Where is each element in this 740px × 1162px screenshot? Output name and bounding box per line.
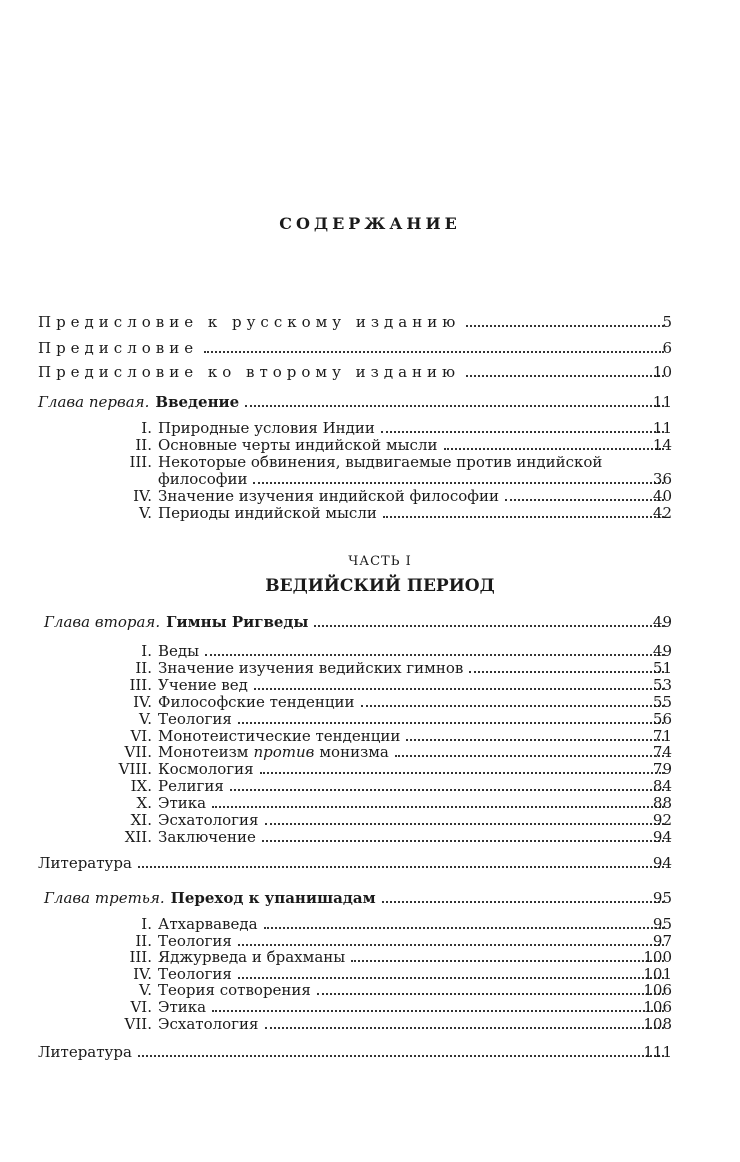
toc-entry xyxy=(118,488,672,505)
leader-dots xyxy=(351,960,664,962)
entry-page: 95 xyxy=(652,915,672,933)
entry-page: 56 xyxy=(652,709,672,728)
chapter-label: Глава вторая. xyxy=(44,613,161,631)
entry-page: 53 xyxy=(652,675,672,694)
entry-page: 36 xyxy=(652,470,672,488)
toc-entry xyxy=(118,999,672,1016)
leader-dots xyxy=(212,1010,664,1012)
leader-dots xyxy=(260,772,664,774)
entry-page: 10 xyxy=(652,363,672,381)
entry-page: 94 xyxy=(652,827,672,846)
leader-dots xyxy=(254,688,664,690)
leader-dots xyxy=(205,654,664,656)
section-number: I. xyxy=(141,915,152,933)
leader-dots xyxy=(204,351,664,353)
entry-page: 101 xyxy=(643,964,672,983)
leader-dots xyxy=(253,482,664,484)
entry-text: Предисловие к русскому изданию xyxy=(38,313,461,331)
entry-text: Этика xyxy=(158,794,207,813)
section-number: X. xyxy=(136,794,152,813)
entry-text: Предисловие ко второму изданию xyxy=(38,363,461,381)
entry-text: Веды xyxy=(158,642,200,660)
leader-dots xyxy=(466,325,664,327)
leader-dots xyxy=(395,755,664,757)
entry-text: Теория сотворения xyxy=(158,981,311,1000)
page-title: СОДЕРЖАНИЕ xyxy=(279,214,461,233)
toc-entry xyxy=(38,340,672,357)
section-number: VI. xyxy=(130,726,152,745)
leader-dots xyxy=(317,993,664,995)
entry-page: 100 xyxy=(643,948,672,967)
section-number: IV. xyxy=(133,692,152,711)
chapter-entry xyxy=(38,394,672,411)
entry-text: Космология xyxy=(158,760,254,779)
section-number: III. xyxy=(129,453,152,471)
entry-text: Яджурведа и брахманы xyxy=(158,948,346,967)
section-number: VIII. xyxy=(118,760,152,779)
entry-page: 14 xyxy=(652,436,672,454)
entry-page: 49 xyxy=(652,642,672,660)
entry-page: 49 xyxy=(652,613,672,631)
period-heading: ВЕДИЙСКИЙ ПЕРИОД xyxy=(265,576,495,596)
entry-page: 40 xyxy=(652,487,672,505)
toc-entry xyxy=(38,855,672,872)
section-number: IV. xyxy=(133,964,152,983)
leader-dots xyxy=(212,806,664,808)
entry-text: Монотеистические тенденции xyxy=(158,726,401,745)
section-number: XII. xyxy=(124,827,152,846)
toc-entry xyxy=(118,660,672,677)
section-number: V. xyxy=(139,709,152,728)
entry-page: 42 xyxy=(652,504,672,522)
toc-entry xyxy=(118,505,672,522)
entry-text: философии xyxy=(158,470,248,488)
toc-entry xyxy=(118,677,672,694)
entry-text: Теология xyxy=(158,709,232,728)
chapter-title: Введение xyxy=(155,393,240,411)
leader-dots xyxy=(238,944,664,946)
entry-text: Предисловие xyxy=(38,339,199,357)
section-number: III. xyxy=(129,948,152,967)
leader-dots xyxy=(138,866,664,868)
section-number: II. xyxy=(135,436,152,454)
toc-entry xyxy=(38,314,672,331)
entry-page: 106 xyxy=(643,998,672,1016)
leader-dots xyxy=(382,901,664,903)
toc-entry xyxy=(118,694,672,711)
toc-entry xyxy=(118,437,672,454)
entry-text: Этика xyxy=(158,998,207,1016)
entry-text: Значение изучения индийской философии xyxy=(158,487,500,505)
toc-entry xyxy=(118,916,672,933)
entry-text: Религия xyxy=(158,777,224,796)
leader-dots xyxy=(245,405,664,407)
section-number: VII. xyxy=(124,743,152,762)
entry-text-after: монизма xyxy=(319,743,389,762)
toc-entry xyxy=(118,778,672,795)
leader-dots xyxy=(238,977,664,979)
entry-text: Некоторые обвинения, выдвигаемые против индийской xyxy=(158,453,603,471)
toc-entry xyxy=(118,966,672,983)
part-heading: ЧАСТЬ I xyxy=(348,554,412,569)
entry-page: 97 xyxy=(652,931,672,950)
entry-page: 92 xyxy=(652,811,672,829)
entry-page: 11 xyxy=(652,419,672,437)
entry-text: Теология xyxy=(158,931,232,950)
toc-entry xyxy=(118,728,672,745)
entry-text: Литература xyxy=(38,1043,132,1061)
entry-page: 84 xyxy=(652,777,672,796)
entry-page: 51 xyxy=(652,658,672,677)
entry-page: 88 xyxy=(652,794,672,813)
chapter-entry xyxy=(44,890,672,907)
toc-entry xyxy=(118,795,672,812)
chapter-title: Гимны Ригведы xyxy=(166,613,309,631)
toc-entry xyxy=(118,744,672,761)
toc-entry xyxy=(118,829,672,846)
leader-dots xyxy=(406,739,664,741)
section-number: VI. xyxy=(130,998,152,1016)
chapter-entry xyxy=(44,614,672,631)
leader-dots xyxy=(361,705,664,707)
section-number: V. xyxy=(139,504,152,522)
entry-text: Заключение xyxy=(158,827,256,846)
entry-page: 5 xyxy=(662,313,672,331)
leader-dots xyxy=(262,840,664,842)
section-number: II. xyxy=(135,658,152,677)
chapter-label: Глава третья. xyxy=(44,889,165,907)
leader-dots xyxy=(264,927,664,929)
leader-dots xyxy=(381,431,664,433)
entry-page: 11 xyxy=(652,393,672,411)
entry-text: Философские тенденции xyxy=(158,692,355,711)
leader-dots xyxy=(265,1027,665,1029)
leader-dots xyxy=(265,823,665,825)
entry-page: 6 xyxy=(662,339,672,357)
leader-dots xyxy=(505,499,664,501)
toc-entry xyxy=(118,643,672,660)
toc-entry xyxy=(118,982,672,999)
entry-page: 108 xyxy=(643,1014,672,1033)
entry-text: Природные условия Индии xyxy=(158,419,375,437)
entry-text: Атхарваведа xyxy=(158,915,258,933)
entry-page: 106 xyxy=(643,981,672,1000)
entry-page: 74 xyxy=(652,743,672,762)
entry-page: 79 xyxy=(652,760,672,779)
toc-entry xyxy=(118,812,672,829)
entry-text-italic: против xyxy=(253,743,315,762)
leader-dots xyxy=(444,448,665,450)
leader-dots xyxy=(138,1055,664,1057)
section-number: XI. xyxy=(130,811,152,829)
section-number: IX. xyxy=(130,777,152,796)
entry-page: 55 xyxy=(652,692,672,711)
entry-page: 111 xyxy=(643,1043,672,1061)
toc-entry xyxy=(38,1044,672,1061)
toc-entry xyxy=(38,364,672,381)
section-number: II. xyxy=(135,931,152,950)
toc-entry xyxy=(118,933,672,950)
entry-text: Основные черты индийской мысли xyxy=(158,436,438,454)
entry-page: 95 xyxy=(652,889,672,907)
section-number: IV. xyxy=(133,487,152,505)
section-number: I. xyxy=(141,419,152,437)
toc-entry xyxy=(118,1016,672,1033)
toc-entry xyxy=(118,711,672,728)
toc-entry xyxy=(118,761,672,778)
toc-entry-continuation xyxy=(158,471,672,488)
leader-dots xyxy=(466,375,664,377)
section-number: VII. xyxy=(124,1014,152,1033)
toc-entry xyxy=(118,420,672,437)
leader-dots xyxy=(383,516,664,518)
entry-text: Значение изучения ведийских гимнов xyxy=(158,658,464,677)
entry-text: Монотеизм xyxy=(158,743,249,762)
entry-text: Теология xyxy=(158,964,232,983)
entry-text: Литература xyxy=(38,854,132,872)
leader-dots xyxy=(230,789,664,791)
entry-page: 71 xyxy=(652,726,672,745)
toc-entry xyxy=(118,454,672,471)
entry-text: Эсхатология xyxy=(158,811,259,829)
entry-text: Периоды индийской мысли xyxy=(158,504,377,522)
chapter-title: Переход к упанишадам xyxy=(170,889,376,907)
entry-text: Эсхатология xyxy=(158,1014,259,1033)
toc-entry xyxy=(118,949,672,966)
entry-page: 94 xyxy=(652,854,672,872)
entry-text: Учение вед xyxy=(158,675,248,694)
leader-dots xyxy=(314,625,664,627)
chapter-label: Глава первая. xyxy=(38,393,150,411)
leader-dots xyxy=(469,671,664,673)
leader-dots xyxy=(238,722,664,724)
section-number: I. xyxy=(141,642,152,660)
section-number: III. xyxy=(129,675,152,694)
section-number: V. xyxy=(139,981,152,1000)
